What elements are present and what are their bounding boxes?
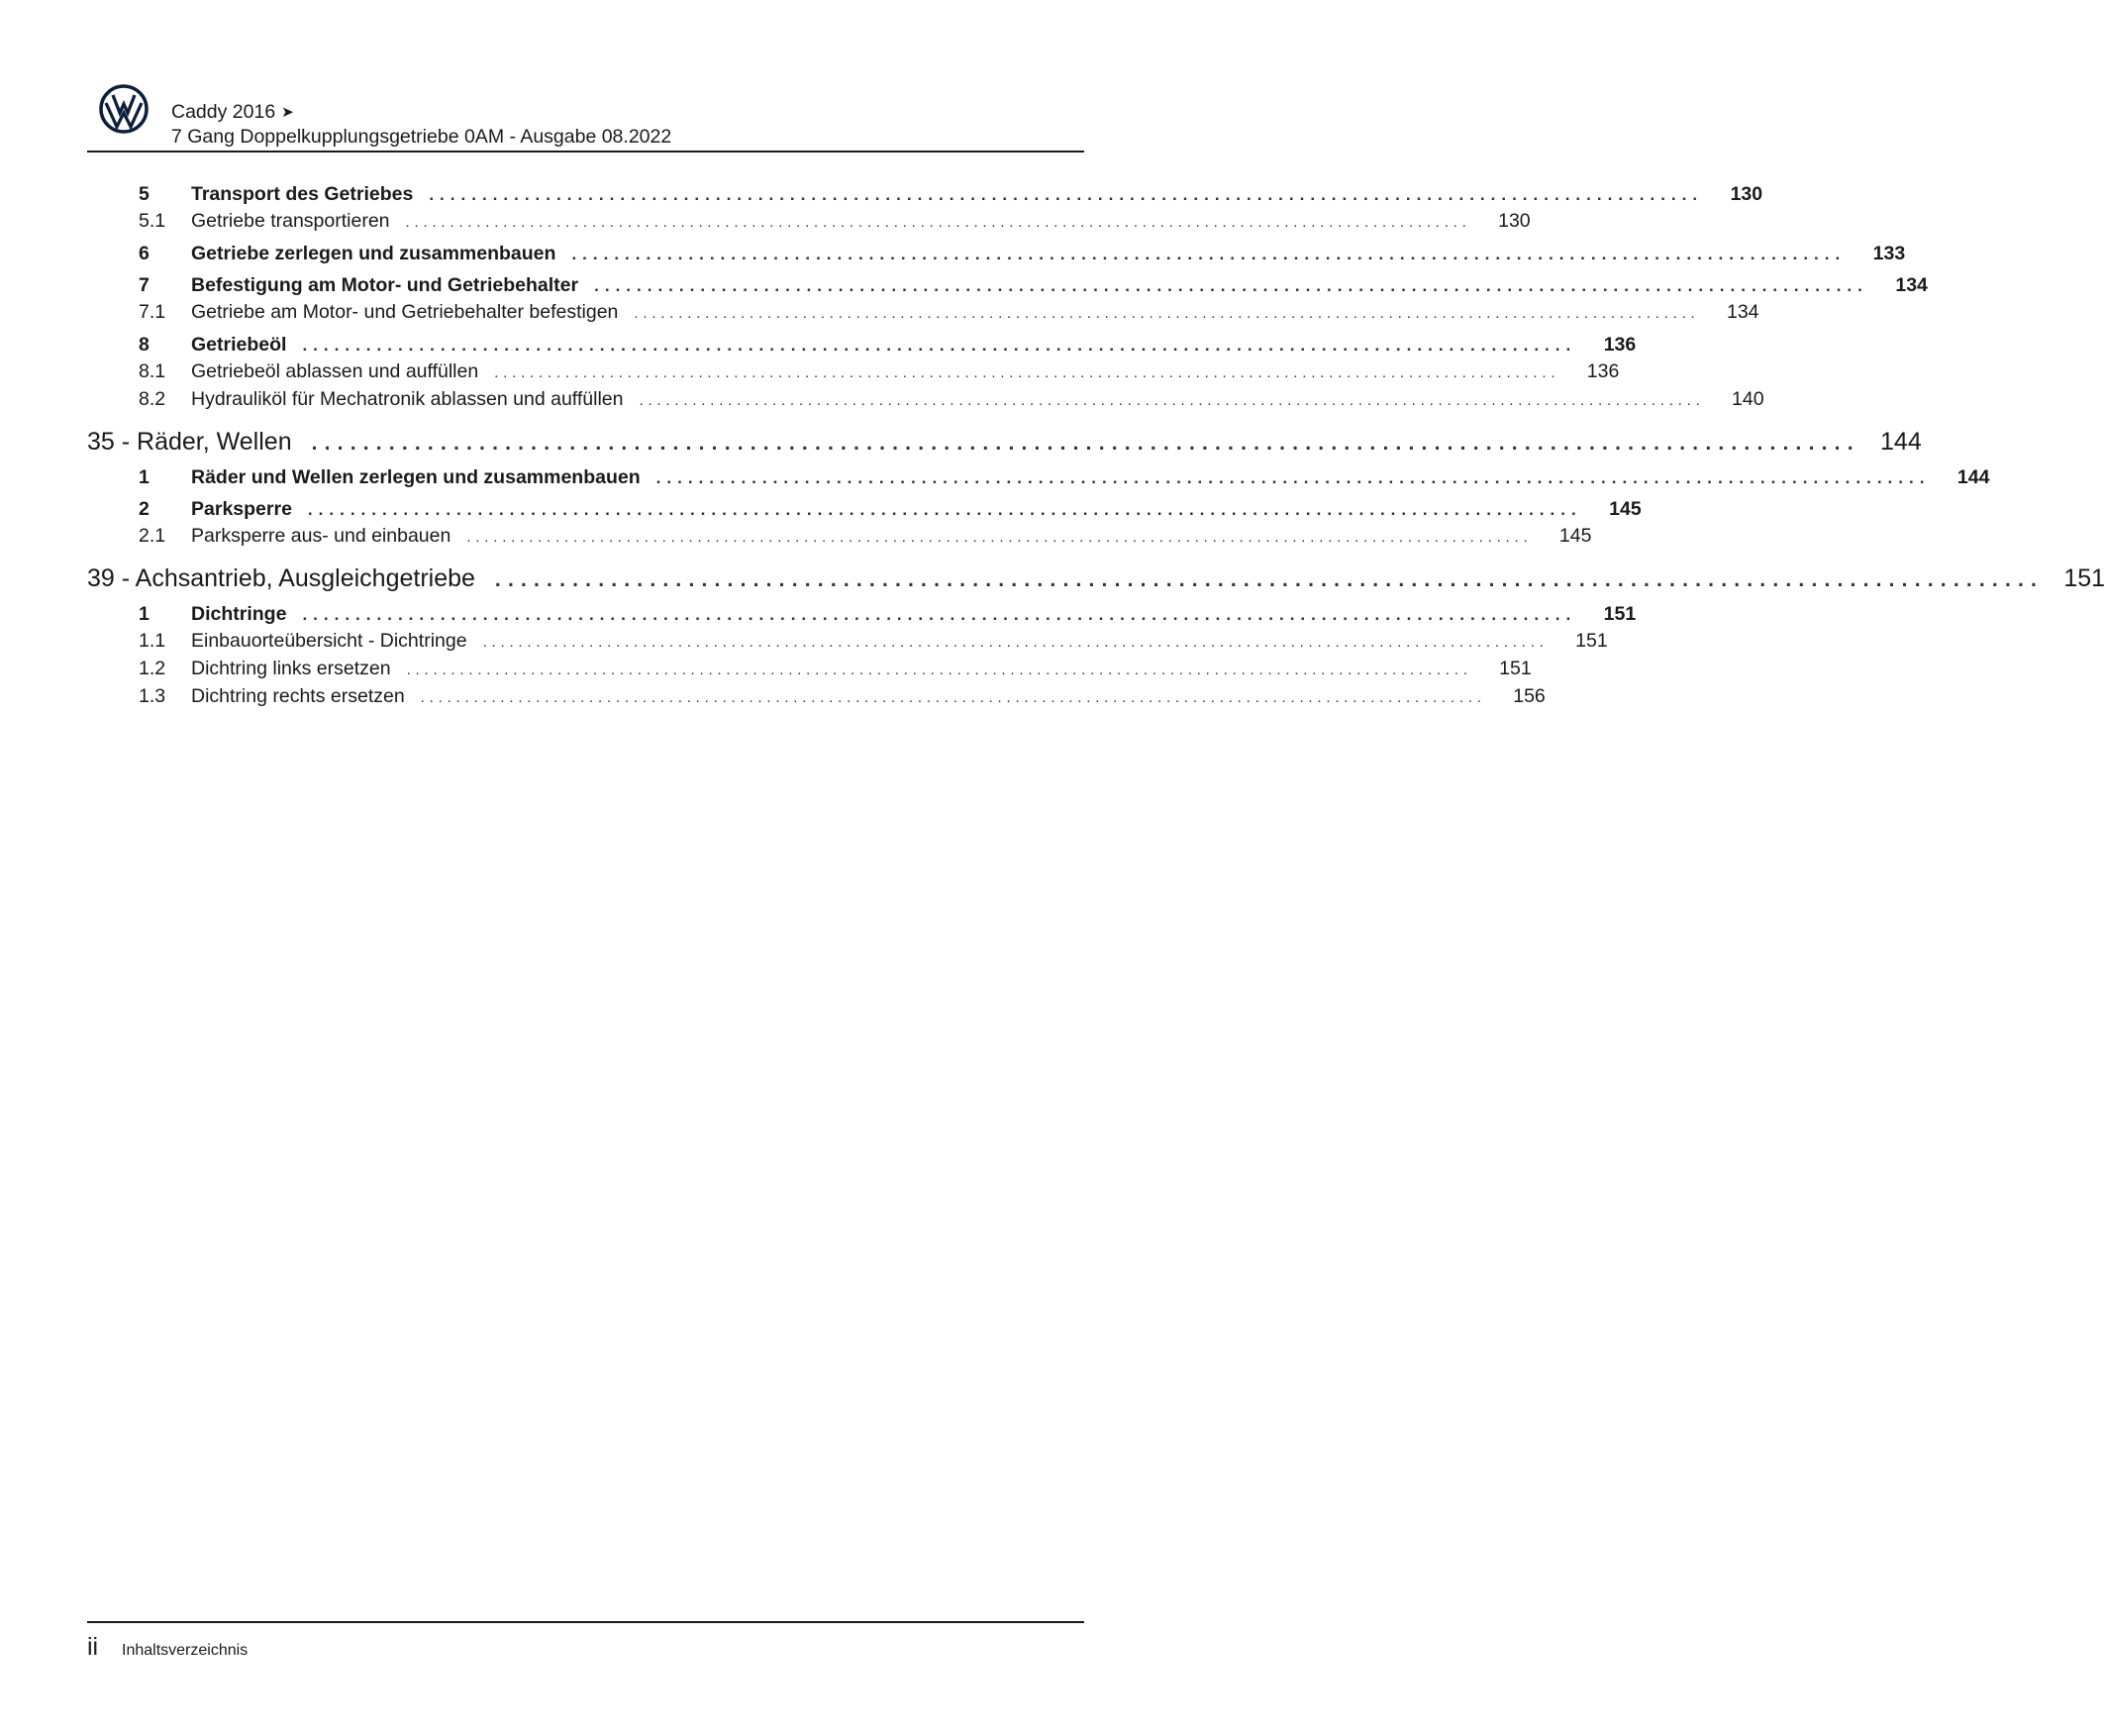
toc-entry-number: 1 (139, 603, 150, 625)
toc-subsection-entry[interactable] (87, 683, 1546, 711)
toc-dot-leader: ........................................................................................................................ (311, 432, 1860, 455)
toc-dot-leader: ........................................................................................................................ (420, 689, 1486, 706)
toc-entry-number: 6 (139, 243, 150, 264)
toc-chapter-entry[interactable] (87, 562, 2105, 596)
toc-entry-title: Dichtring rechts ersetzen (191, 685, 405, 707)
toc-entry-page: 144 (1880, 428, 1922, 456)
toc-dot-leader: ........................................................................................................................ (482, 634, 1549, 651)
toc-entry-title: Dichtring links ersetzen (191, 658, 391, 679)
toc-subsection-entry[interactable] (87, 628, 1608, 656)
vw-logo-icon (99, 84, 149, 134)
toc-dot-leader: ........................................................................................................................ (634, 305, 1700, 322)
toc-entry-title: Getriebeöl (191, 334, 287, 356)
toc-subsection-entry[interactable] (87, 386, 1764, 414)
toc-entry-title: Hydrauliköl für Mechatronik ablassen und auffüllen (191, 388, 624, 410)
toc-entry-page: 134 (1895, 274, 1928, 296)
toc-dot-leader: ........................................................................................................................ (571, 245, 1847, 263)
toc-entry-title: Getriebeöl ablassen und auffüllen (191, 360, 479, 382)
toc-entry-number: 7 (139, 274, 150, 296)
toc-entry-page: 151 (1575, 630, 1608, 652)
toc-section-entry[interactable] (87, 272, 1928, 299)
toc-entry-page: 140 (1732, 388, 1764, 410)
toc-chapter-entry[interactable] (87, 426, 1922, 460)
toc-dot-leader: ........................................................................................................................ (405, 214, 1471, 231)
toc-entry-page: 145 (1609, 498, 1642, 520)
toc-section-entry[interactable] (87, 241, 1906, 267)
footer-label: Inhaltsverzeichnis (122, 1642, 249, 1659)
toc-entry-number: 5.1 (139, 210, 166, 232)
toc-entry-number: 8 (139, 334, 150, 356)
toc-dot-leader: ........................................................................................................................ (307, 500, 1582, 519)
toc-entry-number: 2 (139, 498, 150, 520)
toc-entry-number: 1 (139, 466, 150, 488)
toc-entry-number: 1.3 (139, 685, 166, 707)
toc-entry-title: Getriebe zerlegen und zusammenbauen (191, 243, 556, 264)
toc-entry-title: Getriebe transportieren (191, 210, 390, 232)
toc-dot-leader: ........................................................................................................................ (466, 529, 1533, 546)
toc-dot-leader: ........................................................................................................................ (655, 468, 1931, 487)
toc-subsection-entry[interactable] (87, 358, 1620, 386)
toc-entry-page: 130 (1730, 183, 1763, 205)
toc-entry-page: 133 (1872, 243, 1906, 264)
toc-entry-number: 1.2 (139, 658, 166, 679)
toc-section-entry[interactable] (87, 601, 1637, 628)
table-of-contents (87, 176, 2105, 711)
toc-entry-page: 151 (1499, 658, 1532, 679)
toc-entry-number: 8.1 (139, 360, 166, 382)
toc-entry-page: 134 (1726, 301, 1759, 323)
manual-subtitle: 7 Gang Doppelkupplungsgetriebe 0AM - Ausgabe 08.2022 (171, 126, 672, 148)
model-line: Caddy 2016 ➤ (171, 101, 294, 123)
toc-entry-page: 151 (2063, 564, 2105, 592)
toc-entry-title: Transport des Getriebes (191, 183, 414, 205)
toc-entry-page: 145 (1558, 525, 1592, 547)
toc-dot-leader: ........................................................................................................................ (494, 568, 2045, 591)
toc-dot-leader: ........................................................................................................................ (594, 276, 1868, 295)
toc-dot-leader: ........................................................................................................................ (429, 185, 1704, 204)
toc-entry-page: 151 (1603, 603, 1637, 625)
toc-entry-title: Dichtringe (191, 603, 287, 625)
page-footer (87, 1621, 1084, 1661)
toc-entry-title: 39 - Achsantrieb, Ausgleichgetriebe (87, 564, 475, 592)
toc-entry-title: 35 - Räder, Wellen (87, 428, 292, 456)
toc-entry-number: 8.2 (139, 388, 166, 410)
toc-dot-leader: ........................................................................................................................ (494, 364, 1560, 381)
toc-section-entry[interactable] (87, 464, 1990, 491)
toc-entry-number: 5 (139, 183, 150, 205)
toc-entry-number: 1.1 (139, 630, 166, 652)
toc-section-entry[interactable] (87, 181, 1763, 208)
toc-entry-page: 136 (1586, 360, 1620, 382)
toc-entry-title: Einbauorteübersicht - Dichtringe (191, 630, 467, 652)
footer-page-number: ii (87, 1633, 99, 1661)
toc-section-entry[interactable] (87, 496, 1642, 523)
toc-section-entry[interactable] (87, 332, 1637, 358)
toc-subsection-entry[interactable] (87, 523, 1592, 551)
toc-entry-title: Parksperre (191, 498, 292, 520)
toc-subsection-entry[interactable] (87, 208, 1531, 236)
toc-entry-page: 130 (1498, 210, 1531, 232)
toc-entry-page: 156 (1513, 685, 1546, 707)
toc-entry-page: 144 (1956, 466, 1990, 488)
toc-subsection-entry[interactable] (87, 656, 1532, 683)
toc-entry-title: Befestigung am Motor- und Getriebehalter (191, 274, 579, 296)
toc-dot-leader: ........................................................................................................................ (639, 392, 1705, 409)
arrow-right-icon: ➤ (281, 104, 294, 121)
toc-entry-title: Getriebe am Motor- und Getriebehalter befestigen (191, 301, 619, 323)
header-text (171, 100, 671, 150)
toc-dot-leader: ........................................................................................................................ (406, 662, 1472, 678)
toc-entry-number: 2.1 (139, 525, 166, 547)
toc-subsection-entry[interactable] (87, 299, 1759, 327)
toc-entry-title: Räder und Wellen zerlegen und zusammenbauen (191, 466, 641, 488)
toc-entry-number: 7.1 (139, 301, 166, 323)
toc-dot-leader: ........................................................................................................................ (302, 336, 1577, 355)
page-header (87, 79, 1084, 153)
toc-entry-title: Parksperre aus- und einbauen (191, 525, 451, 547)
toc-dot-leader: ........................................................................................................................ (302, 605, 1577, 624)
toc-entry-page: 136 (1603, 334, 1637, 356)
